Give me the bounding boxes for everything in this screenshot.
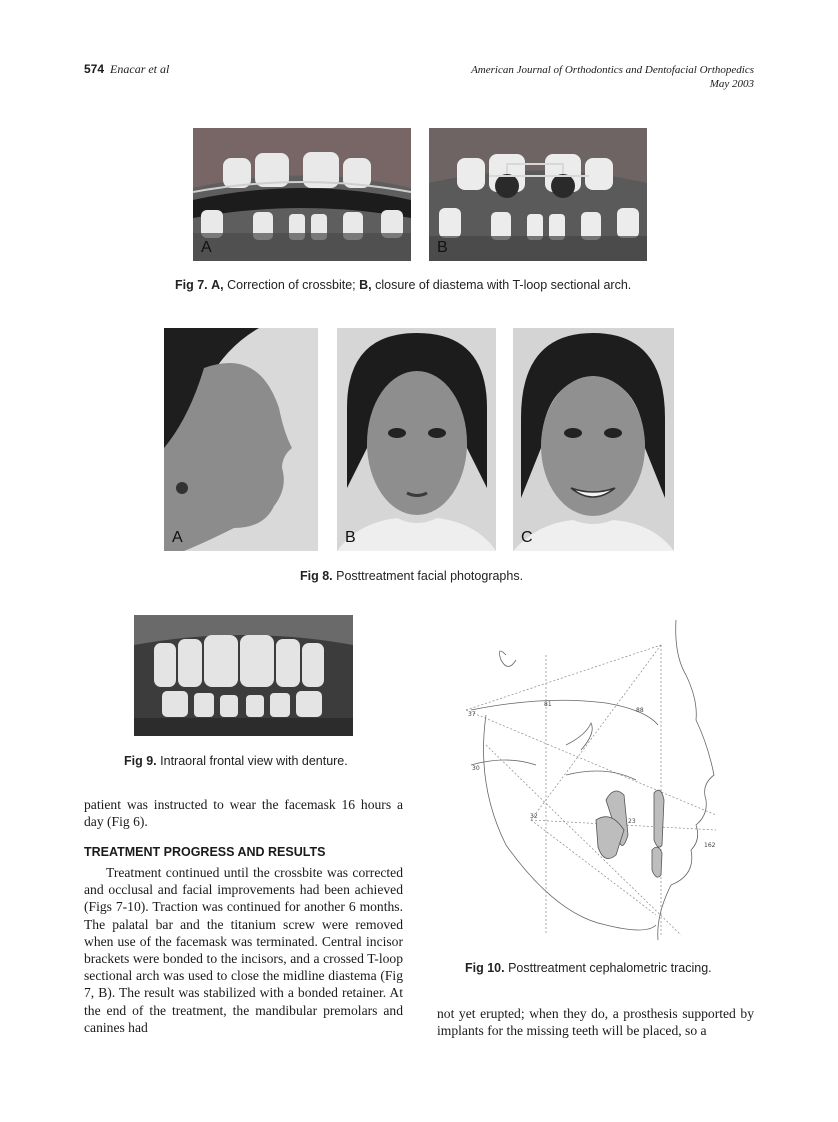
caption-panel-b: B,: [359, 278, 372, 292]
left-column-continuation: [84, 796, 403, 830]
panel-label: A: [201, 239, 212, 256]
author-running-head: Enacar et al: [110, 62, 170, 76]
fig8-photo-c: [513, 328, 674, 551]
panel-label: B: [345, 529, 356, 546]
panel-label: C: [521, 529, 533, 546]
fig10-tracing: [446, 615, 726, 945]
caption-text-b: closure of diastema with T-loop sectional arch.: [375, 278, 632, 292]
paragraph-continuation: patient was instructed to wear the facemask 16 hours a day (Fig 6).: [84, 797, 403, 830]
caption-text-a: Correction of crossbite;: [227, 278, 356, 292]
panel-label: A: [172, 529, 183, 546]
fig8-photo-b: [337, 328, 496, 551]
caption-label: Fig 9.: [124, 754, 157, 768]
fig9-caption: [124, 754, 348, 768]
caption-label: Fig 8.: [300, 569, 333, 583]
fig7-photo-a: [193, 128, 411, 261]
paragraph-right: not yet erupted; when they do, a prosthesis supported by implants for the missing teeth will be placed, so a: [437, 1006, 754, 1039]
tracing-label: 37: [468, 711, 476, 718]
caption-text: Intraoral frontal view with denture.: [160, 754, 348, 768]
fig7-photo-b: [429, 128, 647, 261]
tracing-label: 30: [472, 765, 480, 772]
smiling-face-image: [513, 328, 674, 551]
page-number: 574: [84, 62, 105, 76]
tracing-label: 88: [636, 707, 644, 714]
section-heading: TREATMENT PROGRESS AND RESULTS: [84, 845, 326, 859]
fig8-caption: [300, 569, 523, 583]
tracing-label: 81: [544, 701, 552, 708]
tracing-label: 32: [530, 813, 538, 820]
profile-face-image: [164, 328, 318, 551]
tracing-label: 162: [704, 842, 716, 849]
fig7b-teeth-image: [429, 128, 647, 261]
running-header-right: [471, 63, 754, 91]
issue-date: May 2003: [709, 78, 754, 90]
caption-label: Fig 7.: [175, 278, 208, 292]
paragraph-treatment: Treatment continued until the crossbite was corrected and occlusal and facial improvements had been achieved (Figs 7-10). Traction was continued for another 6 months. The palatal bar and the titanium screw were removed when use of the facemask was terminated. Central incisor brackets were bonded to the incisors, and a crossed T-loop sectional arch was used to close the midline diastema (Fig 7, B). The result was stabilized with a bonded retainer. At the end of the treatment, the mandibular premolars and canines had: [84, 865, 403, 1035]
intraoral-frontal-image: [134, 615, 353, 736]
frontal-face-image: [337, 328, 496, 551]
caption-text: Posttreatment facial photographs.: [336, 569, 524, 583]
caption-label: Fig 10.: [465, 961, 505, 975]
running-header-left: [84, 62, 169, 77]
left-column-body: [84, 864, 403, 1036]
tracing-label: 23: [628, 818, 636, 825]
fig9-photo: [134, 615, 353, 736]
fig7a-teeth-image: [193, 128, 411, 261]
fig10-caption: [465, 961, 712, 975]
right-column-body: [437, 1005, 754, 1039]
panel-label: B: [437, 239, 448, 256]
fig8-photo-a: [164, 328, 318, 551]
caption-panel-a: A,: [211, 278, 224, 292]
cephalometric-tracing-drawing: [446, 615, 726, 945]
fig7-caption: [175, 278, 631, 292]
journal-title: American Journal of Orthodontics and Dentofacial Orthopedics: [471, 64, 754, 76]
caption-text: Posttreatment cephalometric tracing.: [508, 961, 712, 975]
